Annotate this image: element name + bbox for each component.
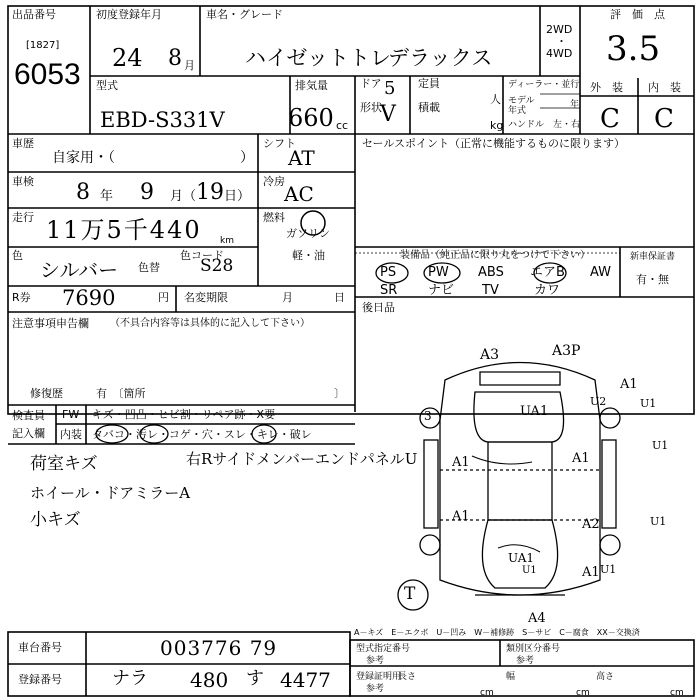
class-ref: 参考 bbox=[516, 656, 535, 666]
equipment-navi: ナビ bbox=[428, 283, 455, 298]
registration-class: 480 bbox=[190, 668, 229, 692]
interior-label: 内 装 bbox=[648, 81, 681, 94]
inspector-interior-label: 内装 bbox=[60, 428, 82, 441]
height-unit: cm bbox=[670, 688, 684, 698]
fuel-light: 軽・油 bbox=[292, 249, 325, 262]
chassis-number: 003776 79 bbox=[160, 636, 278, 660]
warranty-value: 有・無 bbox=[636, 273, 669, 286]
mark-a4: A4 bbox=[528, 611, 546, 626]
lot-number-label: 出品番号 bbox=[12, 8, 56, 21]
mark-rear-u: U1 bbox=[522, 565, 537, 576]
doors-value: 5 bbox=[384, 78, 396, 99]
shape-label: 形状 bbox=[360, 101, 382, 114]
class-label: 類別区分番号 bbox=[506, 644, 561, 654]
mileage-value: 11万5千440 bbox=[46, 216, 202, 244]
mileage-unit: km bbox=[220, 236, 234, 246]
lot-code: [1827] bbox=[26, 40, 60, 51]
shaken-year-unit: 年 bbox=[100, 189, 114, 204]
model-label: 型式 bbox=[96, 79, 118, 92]
name-change-day-unit: 日 bbox=[334, 291, 345, 304]
inspector-interior-items: タバコ・汚レ・コゲ・穴・スレ・キレ・破レ bbox=[92, 428, 312, 441]
fuel-circle-mark bbox=[298, 208, 328, 238]
mark-wheel: 3 bbox=[424, 409, 432, 423]
doors-label: ドア bbox=[360, 77, 382, 90]
displacement-value: 660 bbox=[288, 104, 334, 132]
mark-t-circle bbox=[396, 578, 432, 614]
note-line-2: ホイール・ドアミラーA bbox=[30, 484, 191, 502]
length-label: 長さ bbox=[398, 672, 417, 682]
history-label: 車歴 bbox=[12, 137, 34, 150]
inspector-circle-marks bbox=[88, 420, 288, 446]
shaken-label: 車検 bbox=[12, 175, 34, 188]
sales-point-label: セールスポイント（正常に機能するものに限ります） bbox=[362, 137, 626, 150]
registration-label: 登録番号 bbox=[18, 673, 62, 686]
note-line-1: 荷室キズ bbox=[30, 454, 98, 474]
equipment-airbag: エアB bbox=[530, 265, 565, 280]
history-close: ） bbox=[240, 150, 254, 166]
car-grade: デラックス bbox=[388, 46, 493, 70]
drive-4wd: 4WD bbox=[546, 47, 573, 60]
equipment-circle-marks bbox=[372, 260, 572, 300]
damage-legend: A－キズ E－エクボ U－凹み W－補修跡 S－サビ C－腐食 XX－交換済 bbox=[354, 628, 640, 637]
name-change-label: 名変期限 bbox=[184, 291, 228, 304]
shaken-month-unit: 月（ bbox=[170, 189, 197, 204]
capacity-label: 定員 bbox=[418, 77, 440, 90]
equipment-aw: AW bbox=[590, 265, 612, 280]
height-label: 高さ bbox=[596, 672, 615, 682]
width-unit: cm bbox=[576, 688, 590, 698]
shaken-month: 9 bbox=[140, 180, 154, 205]
warranty-label: 新車保証書 bbox=[630, 252, 676, 262]
equipment-abs: ABS bbox=[478, 265, 504, 280]
chassis-label: 車台番号 bbox=[18, 641, 62, 654]
notes-label: 注意事項申告欄 bbox=[12, 317, 89, 330]
mark-t: T bbox=[404, 584, 416, 604]
color-code-value: S28 bbox=[200, 256, 234, 276]
first-registration-year: 24 bbox=[112, 44, 143, 72]
shaken-day-unit: 日） bbox=[224, 189, 251, 204]
reg-cert-ref: 参考 bbox=[366, 684, 385, 694]
fuel-gasoline: ガソリン bbox=[286, 227, 330, 240]
note-line-3: 小キズ bbox=[30, 510, 81, 530]
name-change-month-unit: 月 bbox=[282, 291, 293, 304]
model-code: EBD-S331V bbox=[100, 108, 225, 132]
equipment-leather: カワ bbox=[534, 283, 561, 298]
equipment-pw: PW bbox=[428, 265, 449, 280]
equipment-ps: PS bbox=[380, 265, 397, 280]
length-unit: cm bbox=[480, 688, 494, 698]
fuel-label: 燃料 bbox=[263, 211, 285, 224]
reg-cert-label: 登録証明用 bbox=[356, 672, 402, 682]
handle-label: ハンドル 左・右 bbox=[508, 120, 581, 130]
registration-region: ナラ bbox=[112, 668, 148, 689]
color-change-label: 色替 bbox=[138, 261, 160, 274]
mark-a2: A2 bbox=[582, 517, 600, 532]
repair-value: 有 〔箇所 bbox=[96, 387, 146, 400]
mark-front-right: A3P bbox=[552, 343, 581, 359]
mark-u1-d: U1 bbox=[600, 563, 617, 576]
history-value: 自家用・（ bbox=[52, 150, 115, 166]
model-year-unit: 年 bbox=[570, 100, 580, 110]
color-label: 色 bbox=[12, 249, 23, 262]
mark-right-door: A1 bbox=[572, 451, 590, 466]
width-label: 幅 bbox=[506, 672, 516, 682]
rating-label: 評 価 点 bbox=[610, 8, 665, 21]
car-name-grade-label: 車名・グレード bbox=[206, 8, 283, 21]
designation-label: 型式指定番号 bbox=[356, 644, 411, 654]
ac-value: AC bbox=[284, 182, 314, 206]
mark-u1-b: U1 bbox=[652, 439, 669, 452]
shaken-year: 8 bbox=[76, 180, 90, 205]
note-line-1-right: 右RサイドメンバーエンドパネルU bbox=[186, 450, 418, 468]
inspector-entry-label: 記入欄 bbox=[12, 427, 45, 440]
mileage-label: 走行 bbox=[12, 211, 34, 224]
shaken-day: 19 bbox=[196, 180, 224, 205]
first-registration-label: 初度登録年月 bbox=[96, 8, 162, 21]
mark-right-top: A1 bbox=[620, 377, 638, 392]
recycle-yen: 円 bbox=[158, 291, 169, 304]
first-registration-month: 8 bbox=[168, 46, 182, 71]
drive-2wd: 2WD bbox=[546, 23, 573, 36]
repair-label: 修復歴 bbox=[30, 387, 63, 400]
lot-number: 6053 bbox=[14, 58, 81, 91]
ac-label: 冷房 bbox=[263, 175, 285, 188]
recycle-amount: 7690 bbox=[62, 286, 116, 310]
shape-value: V bbox=[380, 102, 396, 127]
car-name: ハイゼットトレ bbox=[245, 46, 391, 70]
displacement-unit: cc bbox=[336, 119, 349, 132]
post-items-label: 後日品 bbox=[362, 301, 395, 314]
mark-hood: UA1 bbox=[520, 404, 549, 419]
drive-separator: ・ bbox=[556, 35, 567, 48]
displacement-label: 排気量 bbox=[295, 79, 328, 92]
rating-score: 3.5 bbox=[606, 29, 661, 69]
inspector-fw-label: FW bbox=[62, 408, 80, 421]
repair-close: 〕 bbox=[334, 387, 345, 400]
exterior-grade: C bbox=[600, 104, 620, 134]
color-value: シルバー bbox=[40, 258, 119, 282]
dealer-label: ディーラー・並行 bbox=[508, 80, 580, 90]
load-label: 積載 bbox=[418, 101, 440, 114]
mark-left-rear: A1 bbox=[452, 509, 470, 524]
notes-hint: （不具合内容等は具体的に記入して下さい） bbox=[110, 318, 310, 329]
load-unit: kg bbox=[490, 119, 504, 132]
mark-u1-a: U1 bbox=[640, 397, 657, 410]
inspector-fw-items: キズ・凹凸・ヒビ割・リペア跡・X要 bbox=[92, 408, 276, 421]
equipment-label: 装備品（純正品に限り丸をつけて下さい） bbox=[400, 250, 590, 261]
equipment-sr: SR bbox=[380, 283, 398, 298]
model-year-label: モデル 年式 bbox=[508, 96, 535, 116]
designation-ref: 参考 bbox=[366, 656, 385, 666]
interior-grade: C bbox=[654, 104, 674, 134]
capacity-unit: 人 bbox=[490, 93, 501, 106]
shift-label: シフト bbox=[263, 137, 296, 150]
registration-kana: す bbox=[246, 668, 264, 689]
recycle-label: R券 bbox=[12, 291, 31, 304]
first-registration-month-unit: 月 bbox=[184, 59, 195, 72]
mark-left-door: A1 bbox=[452, 455, 470, 470]
mark-front-left: A3 bbox=[480, 347, 500, 363]
mark-rear-right: A1 bbox=[582, 565, 600, 580]
mark-u1-c: U1 bbox=[650, 515, 667, 528]
mark-rear-ua: UA1 bbox=[508, 551, 535, 565]
shift-value: AT bbox=[288, 146, 315, 170]
inspector-label: 検査員 bbox=[12, 409, 45, 422]
equipment-tv: TV bbox=[482, 283, 499, 298]
exterior-label: 外 装 bbox=[590, 81, 623, 94]
registration-number: 4477 bbox=[280, 668, 331, 692]
color-code-label: 色コード bbox=[180, 249, 224, 262]
mark-u2: U2 bbox=[590, 395, 607, 408]
